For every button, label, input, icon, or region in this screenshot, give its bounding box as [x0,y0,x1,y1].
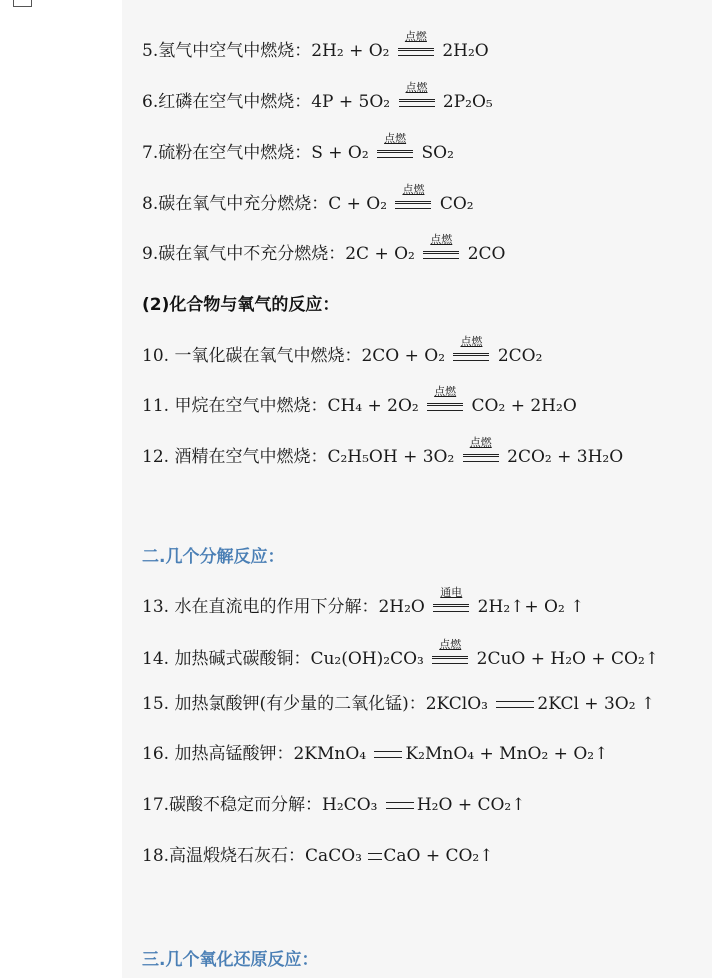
equation-lhs: S + O₂ [311,143,369,163]
equals-sign [368,853,382,860]
equation-lhs: CH₄ + 2O₂ [327,396,419,416]
equation-rhs: 2CO [467,244,506,264]
equation-label: 8.碳在氧气中充分燃烧： [142,194,329,214]
condition-text: 点燃 [430,233,453,246]
equation-rhs: SO₂ [421,143,454,163]
section-heading: 三.几个氧化还原反应： [142,950,319,970]
equation-label: 12. 酒精在空气中燃烧： [142,447,328,467]
reaction-condition [377,132,413,158]
equation-label: 9.碳在氧气中不充分燃烧： [142,244,346,264]
condition-text: 点燃 [402,183,425,196]
equation-lhs: 2KClO₃ [425,694,488,714]
equation-line [142,743,608,765]
equation-label: 17.碳酸不稳定而分解： [142,795,323,815]
equation-label: 14. 加热碱式碳酸铜： [142,649,311,669]
reaction-condition [453,335,489,361]
reaction-condition [395,183,431,209]
equation-line [142,233,506,265]
equation-rhs: CO₂ [439,194,474,214]
equals-sign [433,604,469,612]
equation-lhs: CaCO₃ [305,846,362,866]
reaction-condition [398,30,434,56]
condition-text: 点燃 [439,638,462,651]
equation-label: 11. 甲烷在空气中燃烧： [142,396,328,416]
equation-label: 10. 一氧化碳在氧气中燃烧： [142,346,362,366]
section-heading: (2)化合物与氧气的反应： [142,295,340,315]
equation-line [142,845,494,867]
equals-sign [427,403,463,411]
equation-line [142,693,655,715]
equation-line [142,30,489,62]
equation-lhs: 4P + 5O₂ [311,92,391,112]
equation-line [142,183,474,215]
equation-rhs: K₂MnO₄ + MnO₂ + O₂↑ [405,744,609,764]
equation-line [142,335,543,367]
equation-rhs: CaO + CO₂↑ [383,846,494,866]
condition-text: 点燃 [469,436,492,449]
equation-rhs: 2CuO + H₂O + CO₂↑ [476,649,660,669]
equation-label: 16. 加热高锰酸钾： [142,744,294,764]
equals-sign [377,150,413,158]
reaction-condition [433,586,469,612]
condition-text: 点燃 [384,132,407,145]
equals-sign [399,99,435,107]
equation-rhs: 2CO₂ + 3H₂O [507,447,624,467]
equation-rhs: 2CO₂ [497,346,543,366]
equals-sign [453,353,489,361]
equation-lhs: 2KMnO₄ [293,744,367,764]
equation-line [142,794,526,816]
equals-sign [423,251,459,259]
equals-sign [386,802,414,809]
equation-line [142,436,624,468]
equals-sign [496,701,534,708]
equation-rhs: 2H₂↑+ O₂ ↑ [477,597,585,617]
condition-text: 点燃 [404,30,427,43]
equation-line [142,385,577,417]
equation-lhs: Cu₂(OH)₂CO₃ [310,649,424,669]
equation-line [142,586,585,618]
condition-text: 点燃 [434,385,457,398]
reaction-condition [423,233,459,259]
section-heading: 二.几个分解反应： [142,547,285,567]
equation-label: 13. 水在直流电的作用下分解： [142,597,379,617]
equation-line [142,638,660,670]
reaction-condition [427,385,463,411]
equals-sign [463,454,499,462]
equation-lhs: H₂CO₃ [322,795,378,815]
equation-label: 18.高温煅烧石灰石： [142,846,306,866]
condition-text: 点燃 [405,81,428,94]
equals-sign [395,201,431,209]
equals-sign [398,48,434,56]
equation-lhs: 2CO + O₂ [361,346,446,366]
condition-text: 通电 [440,586,463,599]
equation-label: 7.硫粉在空气中燃烧： [142,143,312,163]
condition-text: 点燃 [460,335,483,348]
equation-rhs: CO₂ + 2H₂O [471,396,577,416]
equation-lhs: 2C + O₂ [345,244,415,264]
equals-sign [374,751,402,758]
reaction-condition [432,638,468,664]
equation-rhs: 2P₂O₅ [442,92,493,112]
equation-label: 15. 加热氯酸钾(有少量的二氧化锰)： [142,694,426,714]
equation-line [142,132,454,164]
equation-lhs: C₂H₅OH + 3O₂ [327,447,455,467]
equation-line [142,81,493,113]
reaction-condition [399,81,435,107]
equation-rhs: 2KCl + 3O₂ ↑ [537,694,656,714]
equation-label: 6.红磷在空气中燃烧： [142,92,312,112]
equation-lhs: 2H₂O [378,597,425,617]
equals-sign [432,656,468,664]
checkbox[interactable] [13,0,32,7]
reaction-condition [463,436,499,462]
equation-label: 5.氢气中空气中燃烧： [142,41,312,61]
equation-lhs: C + O₂ [328,194,388,214]
equation-lhs: 2H₂ + O₂ [311,41,390,61]
equation-rhs: 2H₂O [442,41,489,61]
equation-rhs: H₂O + CO₂↑ [416,795,526,815]
